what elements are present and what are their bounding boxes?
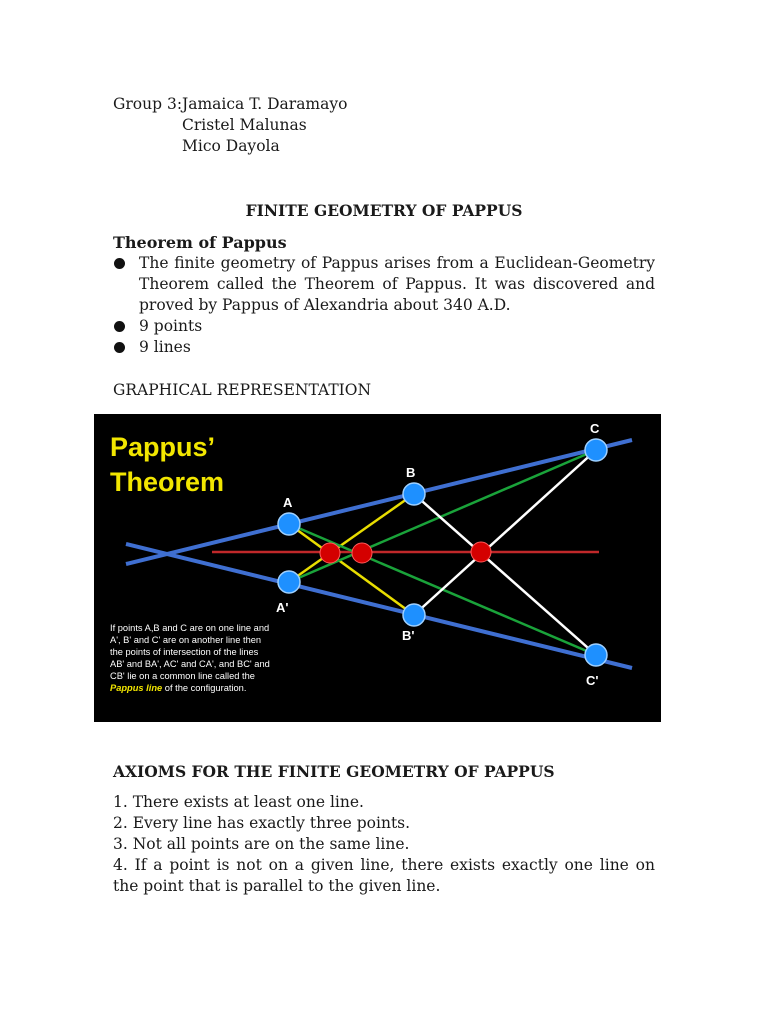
- axioms-list: [113, 792, 655, 897]
- axiom-item: 1. There exists at least one line.: [113, 793, 364, 811]
- axiom-item: 3. Not all points are on the same line.: [113, 835, 410, 853]
- group-member: Cristel Malunas: [182, 116, 307, 134]
- bullet-icon: [114, 321, 125, 332]
- bullet-item: [113, 337, 655, 358]
- caption-tail: of the configuration.: [162, 683, 247, 693]
- group-member: Jamaica T. Daramayo: [182, 95, 348, 113]
- caption-line: CB' lie on a common line called the: [110, 671, 255, 681]
- intersection-point: [320, 543, 340, 563]
- theorem-heading: Theorem of Pappus: [113, 233, 287, 252]
- line-c-bprime: [414, 450, 596, 615]
- theorem-bullet-list: [113, 253, 655, 358]
- bullet-item: [113, 253, 655, 316]
- label-b-prime: B': [402, 628, 415, 643]
- axiom-item: 2. Every line has exactly three points.: [113, 814, 411, 832]
- label-b: B: [406, 465, 416, 480]
- caption-line: If points A,B and C are on one line and: [110, 623, 270, 633]
- group-member: Mico Dayola: [182, 137, 280, 155]
- caption-line: AB' and BA', AC' and CA', and BC' and: [110, 659, 270, 669]
- axioms-heading: AXIOMS FOR THE FINITE GEOMETRY OF PAPPUS: [113, 762, 555, 781]
- label-a: A: [283, 495, 293, 510]
- figure-title-line2: Theorem: [110, 467, 225, 497]
- document-title: FINITE GEOMETRY OF PAPPUS: [245, 201, 523, 220]
- label-a-prime: A': [276, 600, 289, 615]
- bullet-text: The finite geometry of Pappus arises from a Euclidean-Geometry Theorem called the Theorem of Pappus. It was discovered and proved by Pappus of Alexandria about 340 A.D.: [139, 254, 655, 314]
- caption-highlight: Pappus line: [110, 683, 163, 693]
- point-a-prime: [278, 571, 300, 593]
- bullet-item: [113, 316, 655, 337]
- pappus-theorem-figure: [94, 414, 661, 722]
- intersection-point: [471, 542, 491, 562]
- figure-title-line1: Pappus’: [110, 432, 216, 462]
- caption-line: A', B' and C' are on another line then: [110, 635, 262, 645]
- point-a: [278, 513, 300, 535]
- label-c: C: [590, 421, 600, 436]
- bullet-text: 9 lines: [139, 338, 191, 356]
- caption-line: the points of intersection of the lines: [110, 647, 259, 657]
- group-label: Group 3:: [113, 95, 183, 113]
- axiom-item: 4. If a point is not on a given line, there exists exactly one line on the point that is parallel to the given line.: [113, 856, 655, 895]
- line-b-cprime: [414, 494, 596, 655]
- intersection-point: [352, 543, 372, 563]
- point-b: [403, 483, 425, 505]
- bullet-icon: [114, 258, 125, 269]
- label-c-prime: C': [586, 673, 599, 688]
- point-b-prime: [403, 604, 425, 626]
- bullet-text: 9 points: [139, 317, 203, 335]
- point-c: [585, 439, 607, 461]
- caption-last-line: [110, 683, 246, 693]
- point-c-prime: [585, 644, 607, 666]
- graphical-representation-label: GRAPHICAL REPRESENTATION: [113, 381, 372, 399]
- bullet-icon: [114, 342, 125, 353]
- pappus-diagram: [94, 414, 661, 722]
